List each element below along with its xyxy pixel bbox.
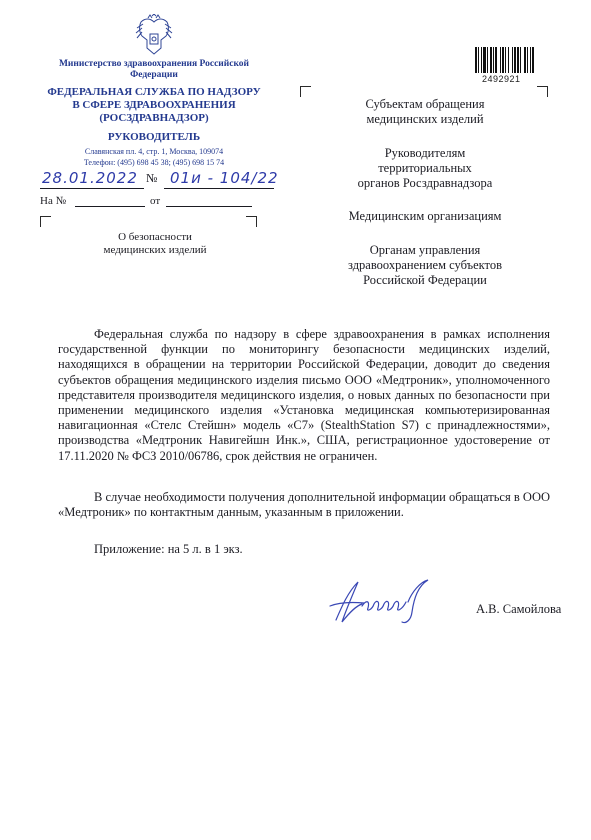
barcode xyxy=(474,47,552,73)
barcode-bar xyxy=(475,47,477,73)
barcode-bar xyxy=(493,47,494,73)
recipient-block: Органам управления здравоохранением субъектов Российской Федерации xyxy=(347,243,502,287)
reference-from: от xyxy=(150,195,161,207)
registration-number: 01и - 104/22 xyxy=(170,169,279,187)
barcode-bar xyxy=(505,47,506,73)
signer-name: А.В. Самойлова xyxy=(476,602,562,616)
barcode-bar xyxy=(532,47,534,73)
barcode-bar xyxy=(524,47,526,73)
corner-mark xyxy=(537,86,548,97)
number-underline xyxy=(164,188,274,189)
barcode-bar xyxy=(514,47,516,73)
barcode-bar xyxy=(508,47,509,73)
recipient-block: Субъектам обращения медицинских изделий xyxy=(365,97,485,126)
barcode-bar xyxy=(490,47,492,73)
barcode-bar xyxy=(530,47,531,73)
signature-mark xyxy=(316,576,436,628)
barcode-bar xyxy=(527,47,528,73)
corner-mark xyxy=(300,86,311,97)
corner-mark xyxy=(246,216,257,227)
agency-name: ФЕДЕРАЛЬНАЯ СЛУЖБА ПО НАДЗОРУ В СФЕРЕ ЗДРАВООХРАНЕНИЯ (РОСЗДРАВНАДЗОР) xyxy=(47,86,261,124)
barcode-bar xyxy=(495,47,497,73)
head-title: РУКОВОДИТЕЛЬ xyxy=(107,131,201,143)
barcode-bar xyxy=(502,47,504,73)
date-underline xyxy=(40,188,144,189)
corner-mark xyxy=(40,216,51,227)
body-paragraph: Федеральная служба по надзору в сфере здравоохранения в рамках исполнения государственной функции по мониторингу безопасности медицинских изделий, находящихся в обращении на территории Российской Федерации, доводит до сведения субъектов обращения медицинского изделия письмо ООО «Медтроник», уполномоченного представителя производителя медицинского изделия, о новых данных по безопасности при применении медицинского изделия «Установка медицинская компьютеризированная навигационная «Стелс Стейшн» модель «С7» (StealthStation S7) с принадлежностями», производства «Медтроник Навигейшн Инк.», США, регистрационное удостоверение от 17.11.2020 № ФСЗ 2010/06786, срок действия не ограничен. xyxy=(58,327,550,463)
number-sign: № xyxy=(146,171,158,185)
barcode-bar xyxy=(512,47,513,73)
coat-of-arms-icon xyxy=(133,14,175,58)
barcode-bar xyxy=(478,47,479,73)
barcode-number: 2492921 xyxy=(482,74,521,84)
registration-date: 28.01.2022 xyxy=(42,169,138,187)
reference-prefix: На № xyxy=(40,195,67,207)
barcode-bar xyxy=(481,47,482,73)
agency-address: Славянская пл. 4, стр. 1, Москва, 109074 Телефон: (495) 698 45 38; (495) 698 15 74 xyxy=(83,147,225,167)
barcode-bar xyxy=(483,47,486,73)
recipient-block: Медицинским организациям xyxy=(348,209,502,223)
attachment-note: Приложение: на 5 л. в 1 экз. xyxy=(94,542,243,556)
barcode-bar xyxy=(487,47,488,73)
body-paragraph: В случае необходимости получения дополнительной информации обращаться в ООО «Медтроник» по контактным данным, указанным в приложении. xyxy=(58,490,550,520)
letter-subject: О безопасности медицинских изделий xyxy=(103,231,207,256)
barcode-bar xyxy=(500,47,501,73)
reference-date-line xyxy=(166,206,252,207)
ministry-name: Министерство здравоохранения Российской Федерации xyxy=(58,59,250,80)
recipient-block: Руководителям территориальных органов Росздравнадзора xyxy=(357,146,493,190)
barcode-bar xyxy=(520,47,521,73)
reference-number-line xyxy=(75,206,145,207)
barcode-bar xyxy=(517,47,519,73)
